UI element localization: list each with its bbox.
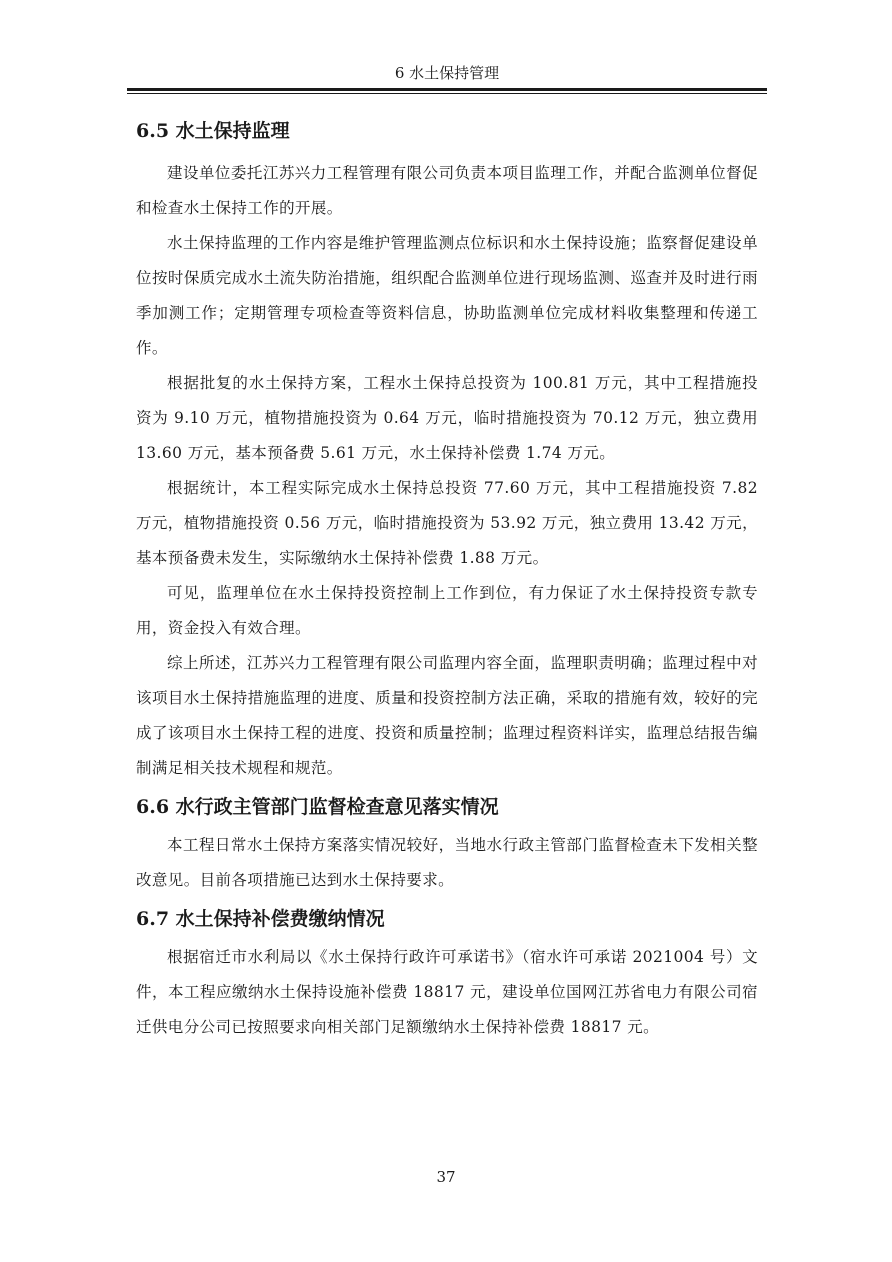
- paragraph: 综上所述，江苏兴力工程管理有限公司监理内容全面，监理职责明确；监理过程中对该项目水土保持措施监理的进度、质量和投资控制方法正确，采取的措施有效，较好的完成了该项目水土保持工程的进度、投资和质量控制；监理过程资料详实，监理总结报告编制满足相关技术规程和规范。: [136, 654, 758, 777]
- section-6-7: [136, 898, 758, 1045]
- section-heading-6-6: 6.6 水行政主管部门监督检查意见落实情况: [136, 796, 499, 818]
- paragraph: 建设单位委托江苏兴力工程管理有限公司负责本项目监理工作，并配合监测单位督促和检查水土保持工作的开展。: [136, 164, 758, 217]
- section-heading-6-5: 6.5 水土保持监理: [136, 120, 290, 142]
- paragraph: 根据统计，本工程实际完成水土保持总投资 77.60 万元，其中工程措施投资 7.82 万元，植物措施投资 0.56 万元，临时措施投资为 53.92 万元，独立费用 13.42 万元，基本预备费未发生，实际缴纳水土保持补偿费 1.88 万元。: [136, 479, 758, 567]
- section-6-5: [136, 110, 758, 786]
- header-rule-thick: [127, 88, 767, 91]
- section-6-6: [136, 786, 758, 898]
- paragraph: 根据批复的水土保持方案，工程水土保持总投资为 100.81 万元，其中工程措施投资为 9.10 万元，植物措施投资为 0.64 万元，临时措施投资为 70.12 万元，独立费用 13.60 万元，基本预备费 5.61 万元，水土保持补偿费 1.74 万元。: [136, 374, 758, 462]
- section-heading-6-7: 6.7 水土保持补偿费缴纳情况: [136, 908, 385, 930]
- paragraph: 本工程日常水土保持方案落实情况较好，当地水行政主管部门监督检查未下发相关整改意见。目前各项措施已达到水土保持要求。: [136, 836, 758, 889]
- paragraph: 根据宿迁市水利局以《水土保持行政许可承诺书》（宿水许可承诺 2021004 号）文件，本工程应缴纳水土保持设施补偿费 18817 元，建设单位国网江苏省电力有限公司宿迁供电分公司已按照要求向相关部门足额缴纳水土保持补偿费 18817 元。: [136, 948, 758, 1036]
- header-rule-thin: [127, 93, 767, 94]
- running-header: 6 水土保持管理: [394, 64, 500, 82]
- paragraph: 可见，监理单位在水土保持投资控制上工作到位，有力保证了水土保持投资专款专用，资金投入有效合理。: [136, 584, 758, 637]
- page-number: 37: [436, 1168, 456, 1186]
- paragraph: 水土保持监理的工作内容是维护管理监测点位标识和水土保持设施；监察督促建设单位按时保质完成水土流失防治措施，组织配合监测单位进行现场监测、巡查并及时进行雨季加测工作；定期管理专项检查等资料信息，协助监测单位完成材料收集整理和传递工作。: [136, 234, 758, 357]
- body-content: [136, 110, 758, 1045]
